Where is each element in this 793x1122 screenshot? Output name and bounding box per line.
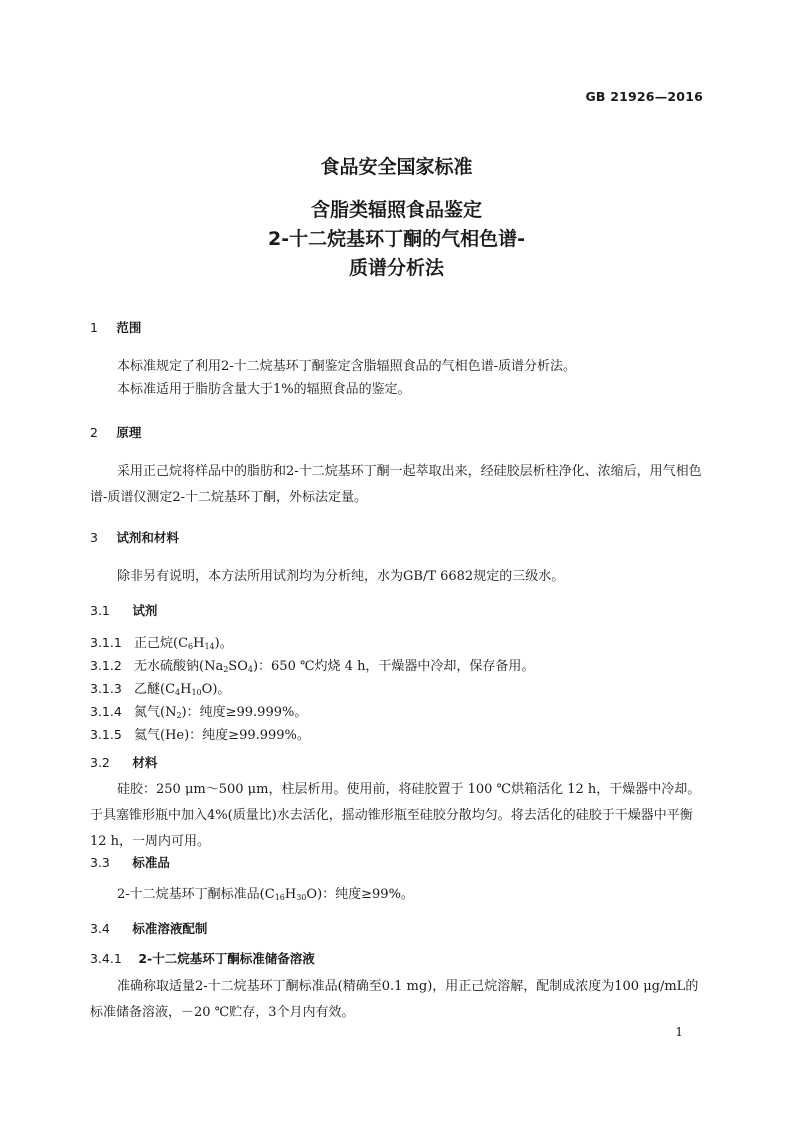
section-number: 3.1	[90, 603, 110, 618]
subsection-heading-solution	[90, 919, 207, 937]
subscript: 16	[274, 893, 285, 902]
standard-code: GB 21926—2016	[585, 89, 703, 104]
paragraph: 准确称取适量2-十二烷基环丁酮标准品(精确至0.1 mg)，用正己烷溶解，配制成浓度为100 μg/mL的标准储备溶液，－20 ℃贮存，3个月内有效。	[90, 979, 699, 1020]
list-item	[90, 678, 230, 697]
item-number: 3.1.3	[90, 681, 122, 696]
item-text: )。	[214, 636, 233, 651]
section-title: 标准品	[132, 855, 170, 870]
section-number: 1	[90, 320, 98, 335]
document-title-line-3: 2-十二烷基环丁酮的气相色谱-	[268, 228, 525, 250]
subscript: 6	[188, 642, 194, 651]
item-number: 3.1.1	[90, 635, 122, 650]
section-title: 原理	[116, 425, 142, 440]
subscript: 4	[175, 688, 181, 697]
document-title-line-1: 食品安全国家标准	[320, 156, 473, 178]
paragraph: 本标准规定了利用2-十二烷基环丁酮鉴定含脂辐照食品的气相色谱-质谱分析法。	[117, 359, 577, 374]
paragraph-text: 2-十二烷基环丁酮标准品(C	[117, 887, 275, 902]
list-item	[90, 724, 310, 743]
subsection-heading-standard	[90, 853, 170, 871]
subsection-heading-materials	[90, 753, 157, 771]
paragraph	[90, 882, 704, 911]
subsection-heading-stock-solution	[90, 949, 315, 967]
list-item	[90, 655, 534, 674]
item-text: 氦气(He)：纯度≥99.999%。	[134, 728, 310, 743]
section-title: 范围	[116, 320, 142, 335]
document-title-line-2: 含脂类辐照食品鉴定	[310, 199, 482, 221]
list-item	[90, 632, 233, 651]
subscript: 4	[247, 665, 253, 674]
page-number: 1	[675, 1025, 683, 1039]
section-title: 标准溶液配制	[132, 921, 208, 936]
item-number: 3.1.4	[90, 704, 122, 719]
section-number: 3.4	[90, 921, 110, 936]
item-number: 3.1.2	[90, 658, 122, 673]
subscript: 10	[191, 688, 202, 697]
item-text: 乙醚(C	[134, 682, 176, 697]
subsection-heading-reagents	[90, 601, 157, 619]
paragraph-text: O)：纯度≥99%。	[306, 887, 414, 902]
item-text: H	[180, 682, 192, 697]
item-text: 正己烷(C	[134, 636, 189, 651]
item-text: SO	[228, 659, 248, 674]
item-text: )：纯度≥99.999%。	[181, 705, 308, 720]
item-text: O)。	[201, 682, 231, 697]
subscript: 2	[176, 711, 182, 720]
subscript: 30	[296, 893, 307, 902]
paragraph: 硅胶：250 μm～500 μm，柱层析用。使用前，将硅胶置于 100 ℃烘箱活化 12 h，干燥器中冷却。于具塞锥形瓶中加入4%(质量比)水去活化，摇动锥形瓶至硅胶分散均匀。将去活化的硅胶于干燥器中平衡 12 h，一周内可用。	[90, 782, 701, 849]
section-number: 2	[90, 425, 98, 440]
section-heading-scope	[90, 318, 141, 336]
item-text: H	[193, 636, 205, 651]
paragraph: 采用正己烷将样品中的脂肪和2-十二烷基环丁酮一起萃取出来，经硅胶层析柱净化、浓缩后，用气相色谱-质谱仪测定2-十二烷基环丁酮，外标法定量。	[90, 464, 702, 505]
section-title: 试剂和材料	[116, 530, 179, 545]
item-text: 无水硫酸钠(Na	[134, 659, 224, 674]
list-item	[90, 701, 307, 720]
section-heading-principle	[90, 423, 141, 441]
paragraph-text: H	[284, 887, 297, 902]
subscript: 14	[204, 642, 215, 651]
paragraph: 除非另有说明，本方法所用试剂均为分析纯，水为GB/T 6682规定的三级水。	[117, 569, 565, 584]
section-number: 3.3	[90, 855, 110, 870]
section-title: 2-十二烷基环丁酮标准储备溶液	[138, 951, 315, 966]
section-number: 3.2	[90, 755, 110, 770]
subscript: 2	[223, 665, 229, 674]
section-number: 3	[90, 530, 98, 545]
item-text: )：650 ℃灼烧 4 h，干燥器中冷却，保存备用。	[252, 659, 535, 674]
document-title-line-4: 质谱分析法	[348, 257, 444, 279]
item-number: 3.1.5	[90, 727, 122, 742]
section-number: 3.4.1	[90, 951, 122, 966]
section-title: 材料	[132, 755, 158, 770]
section-heading-reagents	[90, 528, 179, 546]
section-title: 试剂	[132, 603, 158, 618]
paragraph: 本标准适用于脂肪含量大于1%的辐照食品的鉴定。	[117, 382, 411, 397]
item-text: 氮气(N	[134, 705, 177, 720]
